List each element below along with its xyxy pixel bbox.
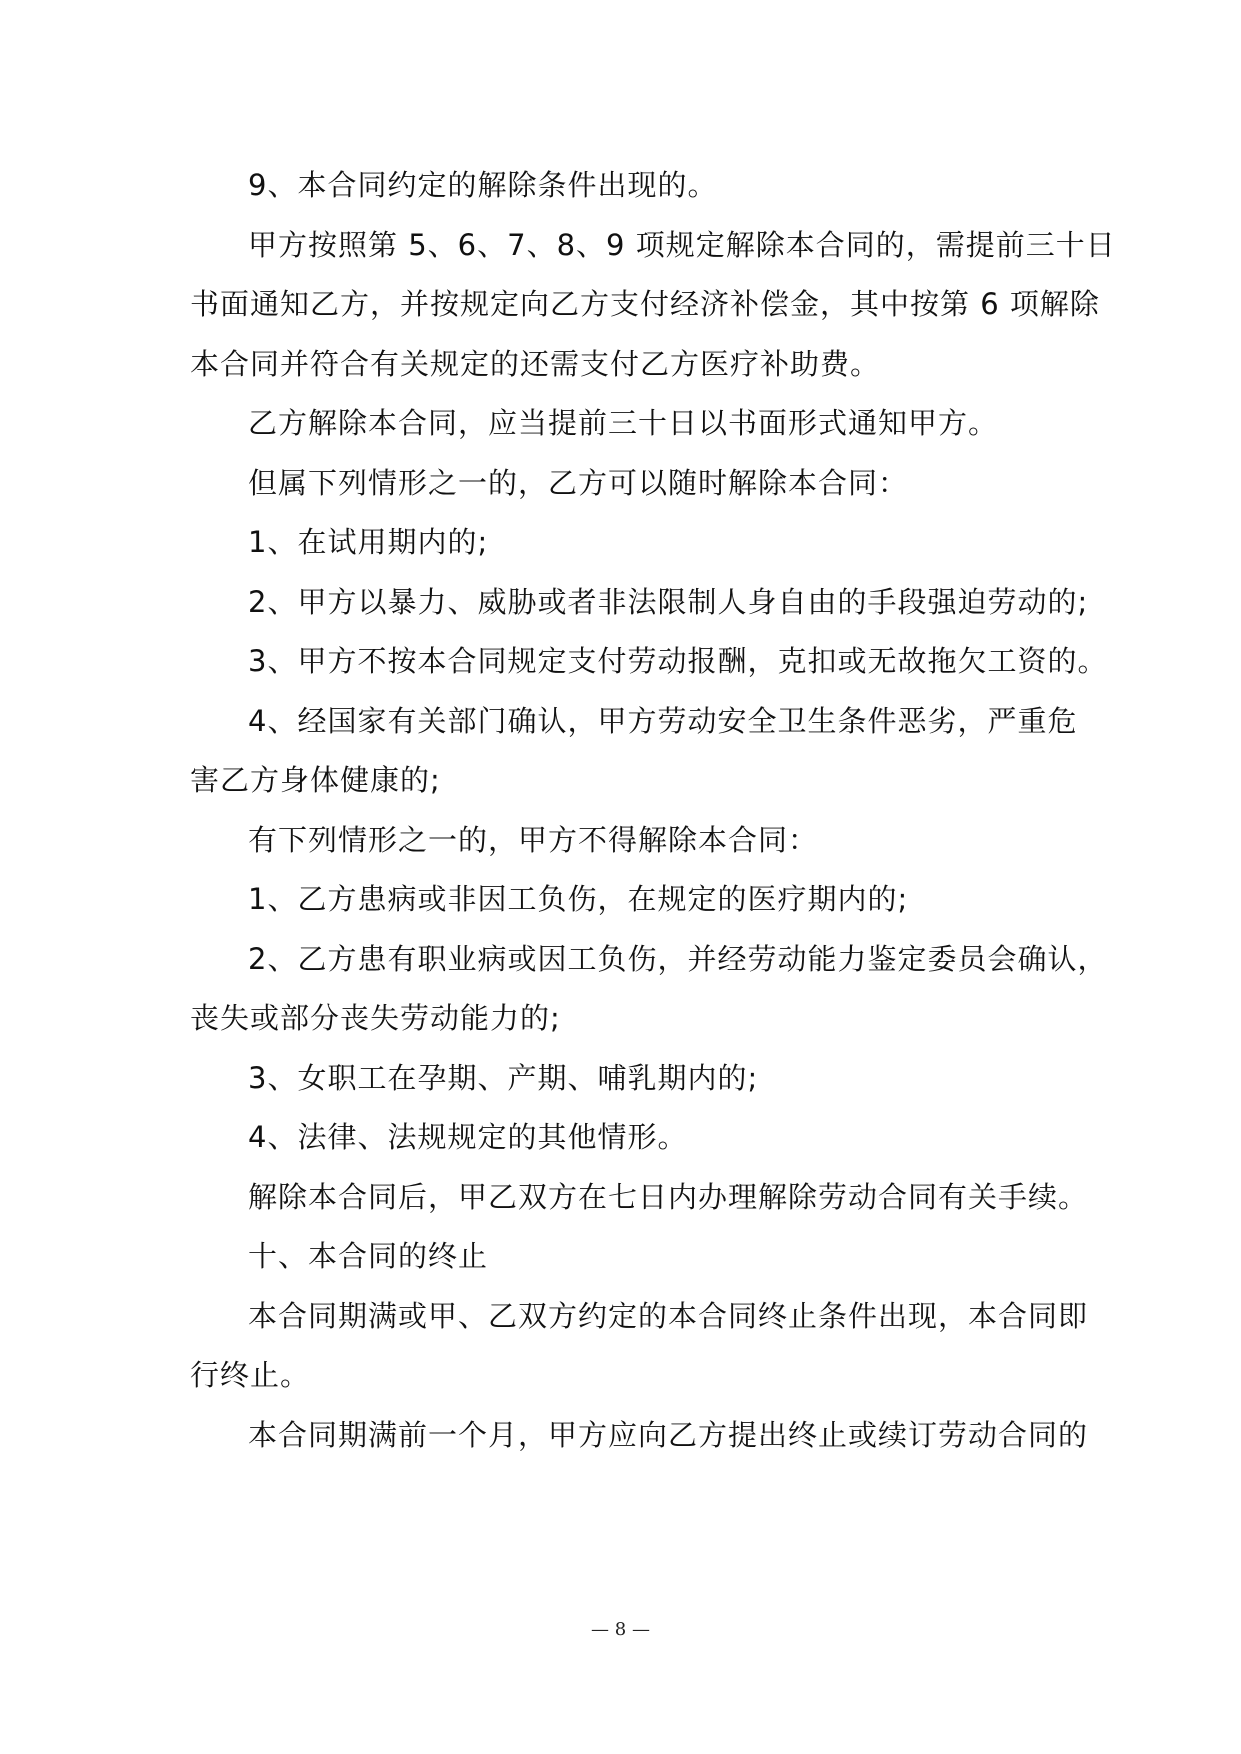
body-line: 本合同并符合有关规定的还需支付乙方医疗补助费。 xyxy=(190,346,881,381)
body-line: 书面通知乙方，并按规定向乙方支付经济补偿金，其中按第 6 项解除 xyxy=(190,287,1100,321)
body-line: 但属下列情形之一的，乙方可以随时解除本合同： xyxy=(248,465,909,500)
list-item: 1、在试用期内的; xyxy=(248,525,489,559)
body-line: 甲方按照第 5、6、7、8、9 项规定解除本合同的，需提前三十日 xyxy=(248,227,1116,262)
list-item: 4、经国家有关部门确认，甲方劳动安全卫生条件恶劣，严重危 xyxy=(248,703,1078,738)
body-line: 行终止。 xyxy=(190,1358,311,1392)
list-item: 1、乙方患病或非因工负伤，在规定的医疗期内的; xyxy=(248,882,909,916)
body-line: 有下列情形之一的，甲方不得解除本合同： xyxy=(248,822,819,857)
section-heading: 十、本合同的终止 xyxy=(248,1239,489,1273)
list-item: 2、乙方患有职业病或因工负伤，并经劳动能力鉴定委员会确认， xyxy=(248,941,1108,976)
page-number: — 8 — xyxy=(591,1619,650,1640)
list-item: 4、法律、法规规定的其他情形。 xyxy=(248,1120,688,1154)
body-line: 本合同期满或甲、乙双方约定的本合同终止条件出现，本合同即 xyxy=(248,1298,1089,1333)
body-line: 丧失或部分丧失劳动能力的; xyxy=(190,1001,561,1035)
body-line: 9、本合同约定的解除条件出现的。 xyxy=(248,168,718,202)
document-body xyxy=(190,156,1116,1465)
body-line: 害乙方身体健康的; xyxy=(190,763,441,797)
list-item: 2、甲方以暴力、威胁或者非法限制人身自由的手段强迫劳动的; xyxy=(248,584,1089,619)
body-line: 乙方解除本合同，应当提前三十日以书面形式通知甲方。 xyxy=(248,406,999,440)
list-item: 3、女职工在孕期、产期、哺乳期内的; xyxy=(248,1060,759,1095)
body-line: 解除本合同后，甲乙双方在七日内办理解除劳动合同有关手续。 xyxy=(248,1179,1089,1214)
body-line: 本合同期满前一个月，甲方应向乙方提出终止或续订劳动合同的 xyxy=(248,1417,1089,1452)
list-item: 3、甲方不按本合同规定支付劳动报酬，克扣或无故拖欠工资的。 xyxy=(248,644,1108,678)
